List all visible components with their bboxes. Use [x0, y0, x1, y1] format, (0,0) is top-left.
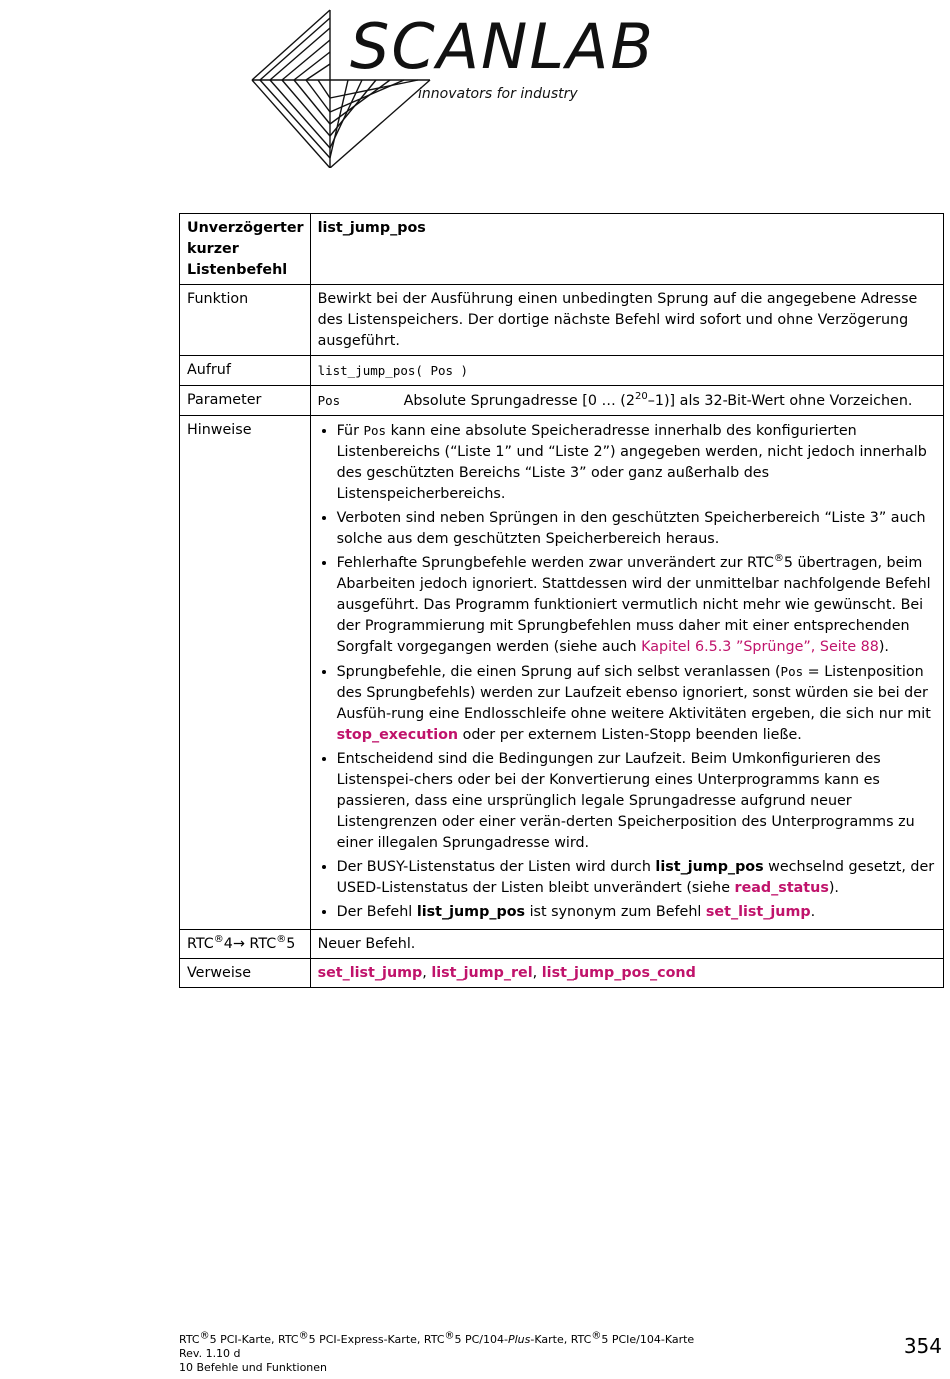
hinweise-label: Hinweise: [180, 416, 311, 930]
list-item: • Der BUSY-Listenstatus der Listen wird durch list_jump_pos wechselnd gesetzt, der USED-Listenstatus der Listen bleibt unverändert (siehe read_status).: [337, 857, 937, 899]
funktion-label: Funktion: [180, 285, 311, 356]
parameter-label: Parameter: [180, 386, 311, 416]
scanlab-logo: [250, 8, 710, 168]
list-item: • Verboten sind neben Sprüngen in den geschützten Speicherbereich “Liste 3” auch solche aus dem geschützten Speicherbereich heraus.: [337, 508, 937, 550]
arrow-right-icon: →: [232, 936, 245, 952]
row-hinweise: [180, 416, 944, 930]
parameter-desc: Absolute Sprungadresse [0 … $(2^{20}-1)$] als 32-Bit-Wert ohne Vorzeichen.: [403, 391, 913, 409]
list-item: • Fehlerhafte Sprungbefehle werden zwar unverändert zur RTC®5 übertragen, beim Abarbeiten jedoch ignoriert. Stattdessen wird der unmittelbar nachfolgende Befehl ausgeführt. Das Programm funktioniert vermutlich nicht mehr wie gewünscht. Bei der Programmierung mit Sprungbefehlen muss daher mit einer entsprechenden Sorgfalt vorgegangen werden (siehe auch Kapitel 6.5.3 ”Sprünge”, Seite 88).: [337, 553, 937, 658]
command-name: list_jump_pos: [310, 214, 943, 285]
list-item: • Entscheidend sind die Bedingungen zur Laufzeit. Beim Umkonfigurieren des Listenspei-chers oder bei der Konvertierung eines Unterprogramms kann es passieren, dass eine ursprünglich legale Sprungadresse aufgrund neuer Listengrenzen oder einer verän-derten Speicherposition des Unterprogramms zu einer illegalen Sprungadresse wird.: [337, 749, 937, 854]
verweise-label: Verweise: [180, 959, 311, 988]
hinweise-list: [318, 420, 937, 923]
funktion-text: Bewirkt bei der Ausführung einen unbedingten Sprung auf die angegebene Adresse des Listenspeichers. Der dortige nächste Befehl wird sofort und ohne Verzögerung ausgeführt.: [310, 285, 943, 356]
rtc-text: Neuer Befehl.: [310, 930, 943, 959]
footer: [179, 1330, 695, 1375]
verweise-links: set_list_jump, list_jump_rel, list_jump_pos_cond: [310, 959, 943, 988]
footer-revision: Rev. 1.10 d: [179, 1347, 241, 1360]
logo-tagline: innovators for industry: [418, 86, 578, 102]
link-kapitel-sprunge[interactable]: Kapitel 6.5.3 ”Sprünge”, Seite 88: [641, 639, 879, 655]
link-read-status[interactable]: read_status: [734, 880, 829, 896]
row-verweise: [180, 959, 944, 988]
list-item: • Der Befehl list_jump_pos ist synonym zum Befehl set_list_jump.: [337, 902, 937, 923]
link-list-jump-rel[interactable]: list_jump_rel: [431, 965, 533, 981]
row-parameter: [180, 386, 944, 416]
rtc-label: RTC®4→ RTC®5: [180, 930, 311, 959]
parameter-name: Pos: [317, 393, 341, 408]
link-set-list-jump-ref[interactable]: set_list_jump: [317, 965, 423, 981]
logo-brand: SCANLAB: [350, 10, 655, 83]
link-stop-execution[interactable]: stop_execution: [336, 727, 459, 743]
link-set-list-jump[interactable]: set_list_jump: [705, 904, 811, 920]
list-item: • Sprungbefehle, die einen Sprung auf sich selbst veranlassen (Pos = Listenposition des Sprungbefehls) werden zur Laufzeit ebenso ignoriert, sonst würden sie bei der Ausfüh-rung eine Endlosschleife ohne weitere Aktivitäten ergeben, die sich nur mit stop_execution oder per externem Listen-Stopp beenden ließe.: [337, 661, 937, 746]
aufruf-code: list_jump_pos( Pos ): [317, 363, 469, 378]
aufruf-label: Aufruf: [180, 356, 311, 386]
row-aufruf: [180, 356, 944, 386]
footer-chapter: 10 Befehle und Funktionen: [179, 1361, 328, 1374]
command-table: [179, 213, 944, 988]
link-list-jump-pos-cond[interactable]: list_jump_pos_cond: [541, 965, 696, 981]
header-label: Unverzögerter kurzer Listenbefehl: [180, 214, 311, 285]
footer-products: RTC®5 PCI-Karte, RTC®5 PCI-Express-Karte, RTC®5 PC/104-Plus-Karte, RTC®5 PCIe/104-Karte: [179, 1330, 695, 1346]
page-number: 354: [903, 1334, 942, 1358]
row-rtc: [180, 930, 944, 959]
row-funktion: [180, 285, 944, 356]
list-item: • Für Pos kann eine absolute Speicheradresse innerhalb des konfigurierten Listenbereichs (“Liste 1” und “Liste 2”) angegeben werden, nicht jedoch innerhalb des geschützten Bereichs “Liste 3” oder ganz außerhalb des Listenspeicherbereichs.: [337, 420, 937, 505]
row-header: [180, 214, 944, 285]
